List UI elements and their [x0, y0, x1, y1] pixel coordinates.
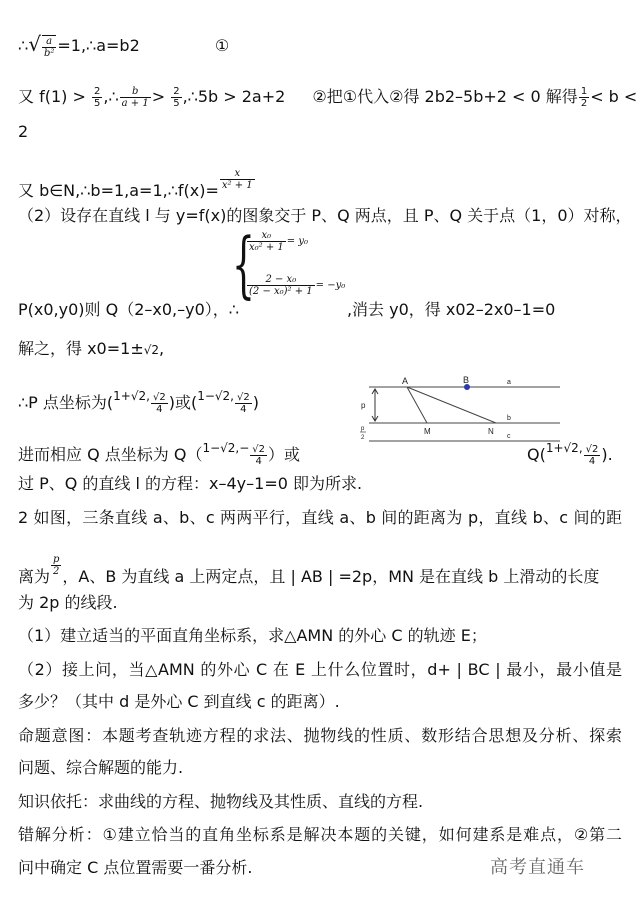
label-p: p [361, 401, 366, 410]
fraction: $\frac{x}{\text{x² + 1}}$ [221, 168, 253, 191]
fraction: $\frac{1}{2}$ [580, 86, 588, 109]
label-a: a [507, 379, 511, 386]
watermark-text: 高考直通车 [490, 857, 585, 878]
label-b: b [507, 415, 511, 422]
line-5: （2）设存在直线 l 与 y=f(x)的图象交于 P、Q 两点，且 P、Q 关于点（1，0）对称， [18, 206, 632, 225]
line-15: （2）接上问，当△AMN 的外心 C 在 E 上什么位置时，d+ | BC | 最小，最小值是 [18, 660, 622, 679]
line-6: P(x0,y0)则 Q（2–x0,–y0），∴ ,消去 y0，得 x02–2x0–1=0 [18, 300, 556, 319]
line-9-right: Q($^{1+√2,}$ $\frac{√2}{4}$ ). [527, 441, 613, 467]
label-c: c [507, 433, 511, 440]
fraction: $\frac{√2}{4}$ [585, 444, 599, 467]
segment-am [407, 387, 427, 423]
radical-fraction: $\frac{a}{\text{b²}}$ [43, 35, 55, 59]
line-17: 命题意图：本题考查轨迹方程的求法、抛物线的性质、数形结合思想及分析、探索 [18, 726, 622, 745]
segment-an [407, 387, 496, 423]
line-2: 又 f(1) > $\frac{2}{5}$ ,∴ $\frac{b}{a + 1}$ > $\frac{2}{5}$ ,∴5b > 2a+2 ②把①代入②得 2b2–5b+2 < 0 解得 $\frac{1}{2}$ < b < [18, 86, 638, 109]
line-14: （1）建立适当的平面直角坐标系，求△AMN 的外心 C 的轨迹 E； [18, 626, 487, 645]
label-B: B [463, 375, 470, 385]
fraction: $\frac{√2}{4}$ [152, 392, 166, 415]
line-21: 问中确定 C 点位置需要一番分析. [18, 858, 253, 877]
line-8: ∴P 点坐标为($^{1+√2,}$ $\frac{√2}{4}$ )或($^{1-√2,}$ $\frac{√2}{4}$ ) [18, 389, 259, 415]
fraction: $\frac{2}{5}$ [93, 86, 101, 109]
line-9: 进而相应 Q 点坐标为 Q（$^{1-√2,-}$ $\frac{√2}{4}$ ）或 [18, 441, 301, 467]
fraction: $\frac{√2}{4}$ [237, 392, 250, 415]
line-11: 2 如图，三条直线 a、b、c 两两平行，直线 a、b 间的距离为 p，直线 b、c 间的距 [18, 508, 622, 527]
label-M: M [424, 427, 431, 436]
line-12: 离为 $\frac{p}{2}$ ，A、B 为直线 a 上两定点，且 | AB | =2p，MN 是在直线 b 上滑动的长度 [18, 554, 600, 586]
label-A: A [402, 376, 409, 386]
fraction: $\frac{b}{a + 1}$ [121, 86, 149, 109]
line-10: 过 P、Q 的直线 l 的方程：x–4y–1=0 即为所求. [18, 474, 363, 493]
line-3: 2 [18, 122, 29, 141]
fraction: $\frac{p}{2}$ [53, 554, 60, 577]
line-13: 为 2p 的线段. [18, 593, 118, 612]
circle-one-marker: ① [214, 36, 230, 55]
line-20: 错解分析：①建立恰当的直角坐标系是解决本题的关键，如何建系是难点，②第二 [18, 825, 622, 844]
fraction: $\frac{√2}{4}$ [252, 444, 266, 467]
line-19: 知识依托：求曲线的方程、抛物线及其性质、直线的方程. [18, 792, 424, 811]
line-18: 问题、综合解题的能力. [18, 758, 184, 777]
line-16: 多少？（其中 d 是外心 C 到直线 c 的距离）. [18, 692, 340, 711]
line-1: ∴√ $\frac{a}{\text{b²}}$ =1,∴a=b2 ① [18, 32, 230, 59]
therefore-text: ∴ [18, 36, 29, 55]
equation-text: =1,∴a=b2 [57, 36, 140, 55]
fraction: $\frac{2}{5}$ [173, 86, 180, 109]
line-4: 又 b∈N,∴b=1,a=1,∴f(x)= $\frac{x}{\text{x² + 1}}$ [18, 168, 253, 200]
label-p2-num: p [361, 426, 365, 432]
equation-system: { $\frac{\text{x₀}}{\text{x₀² + 1}}$ = y₀ $\frac{\text{2 − x₀}}{\text{(2 − x₀)² + 1}}$ = −y₀ [232, 222, 346, 306]
line-7: 解之，得 x0=1±√2, [18, 339, 165, 358]
label-N: N [488, 427, 494, 436]
label-p2-den: 2 [361, 435, 365, 441]
